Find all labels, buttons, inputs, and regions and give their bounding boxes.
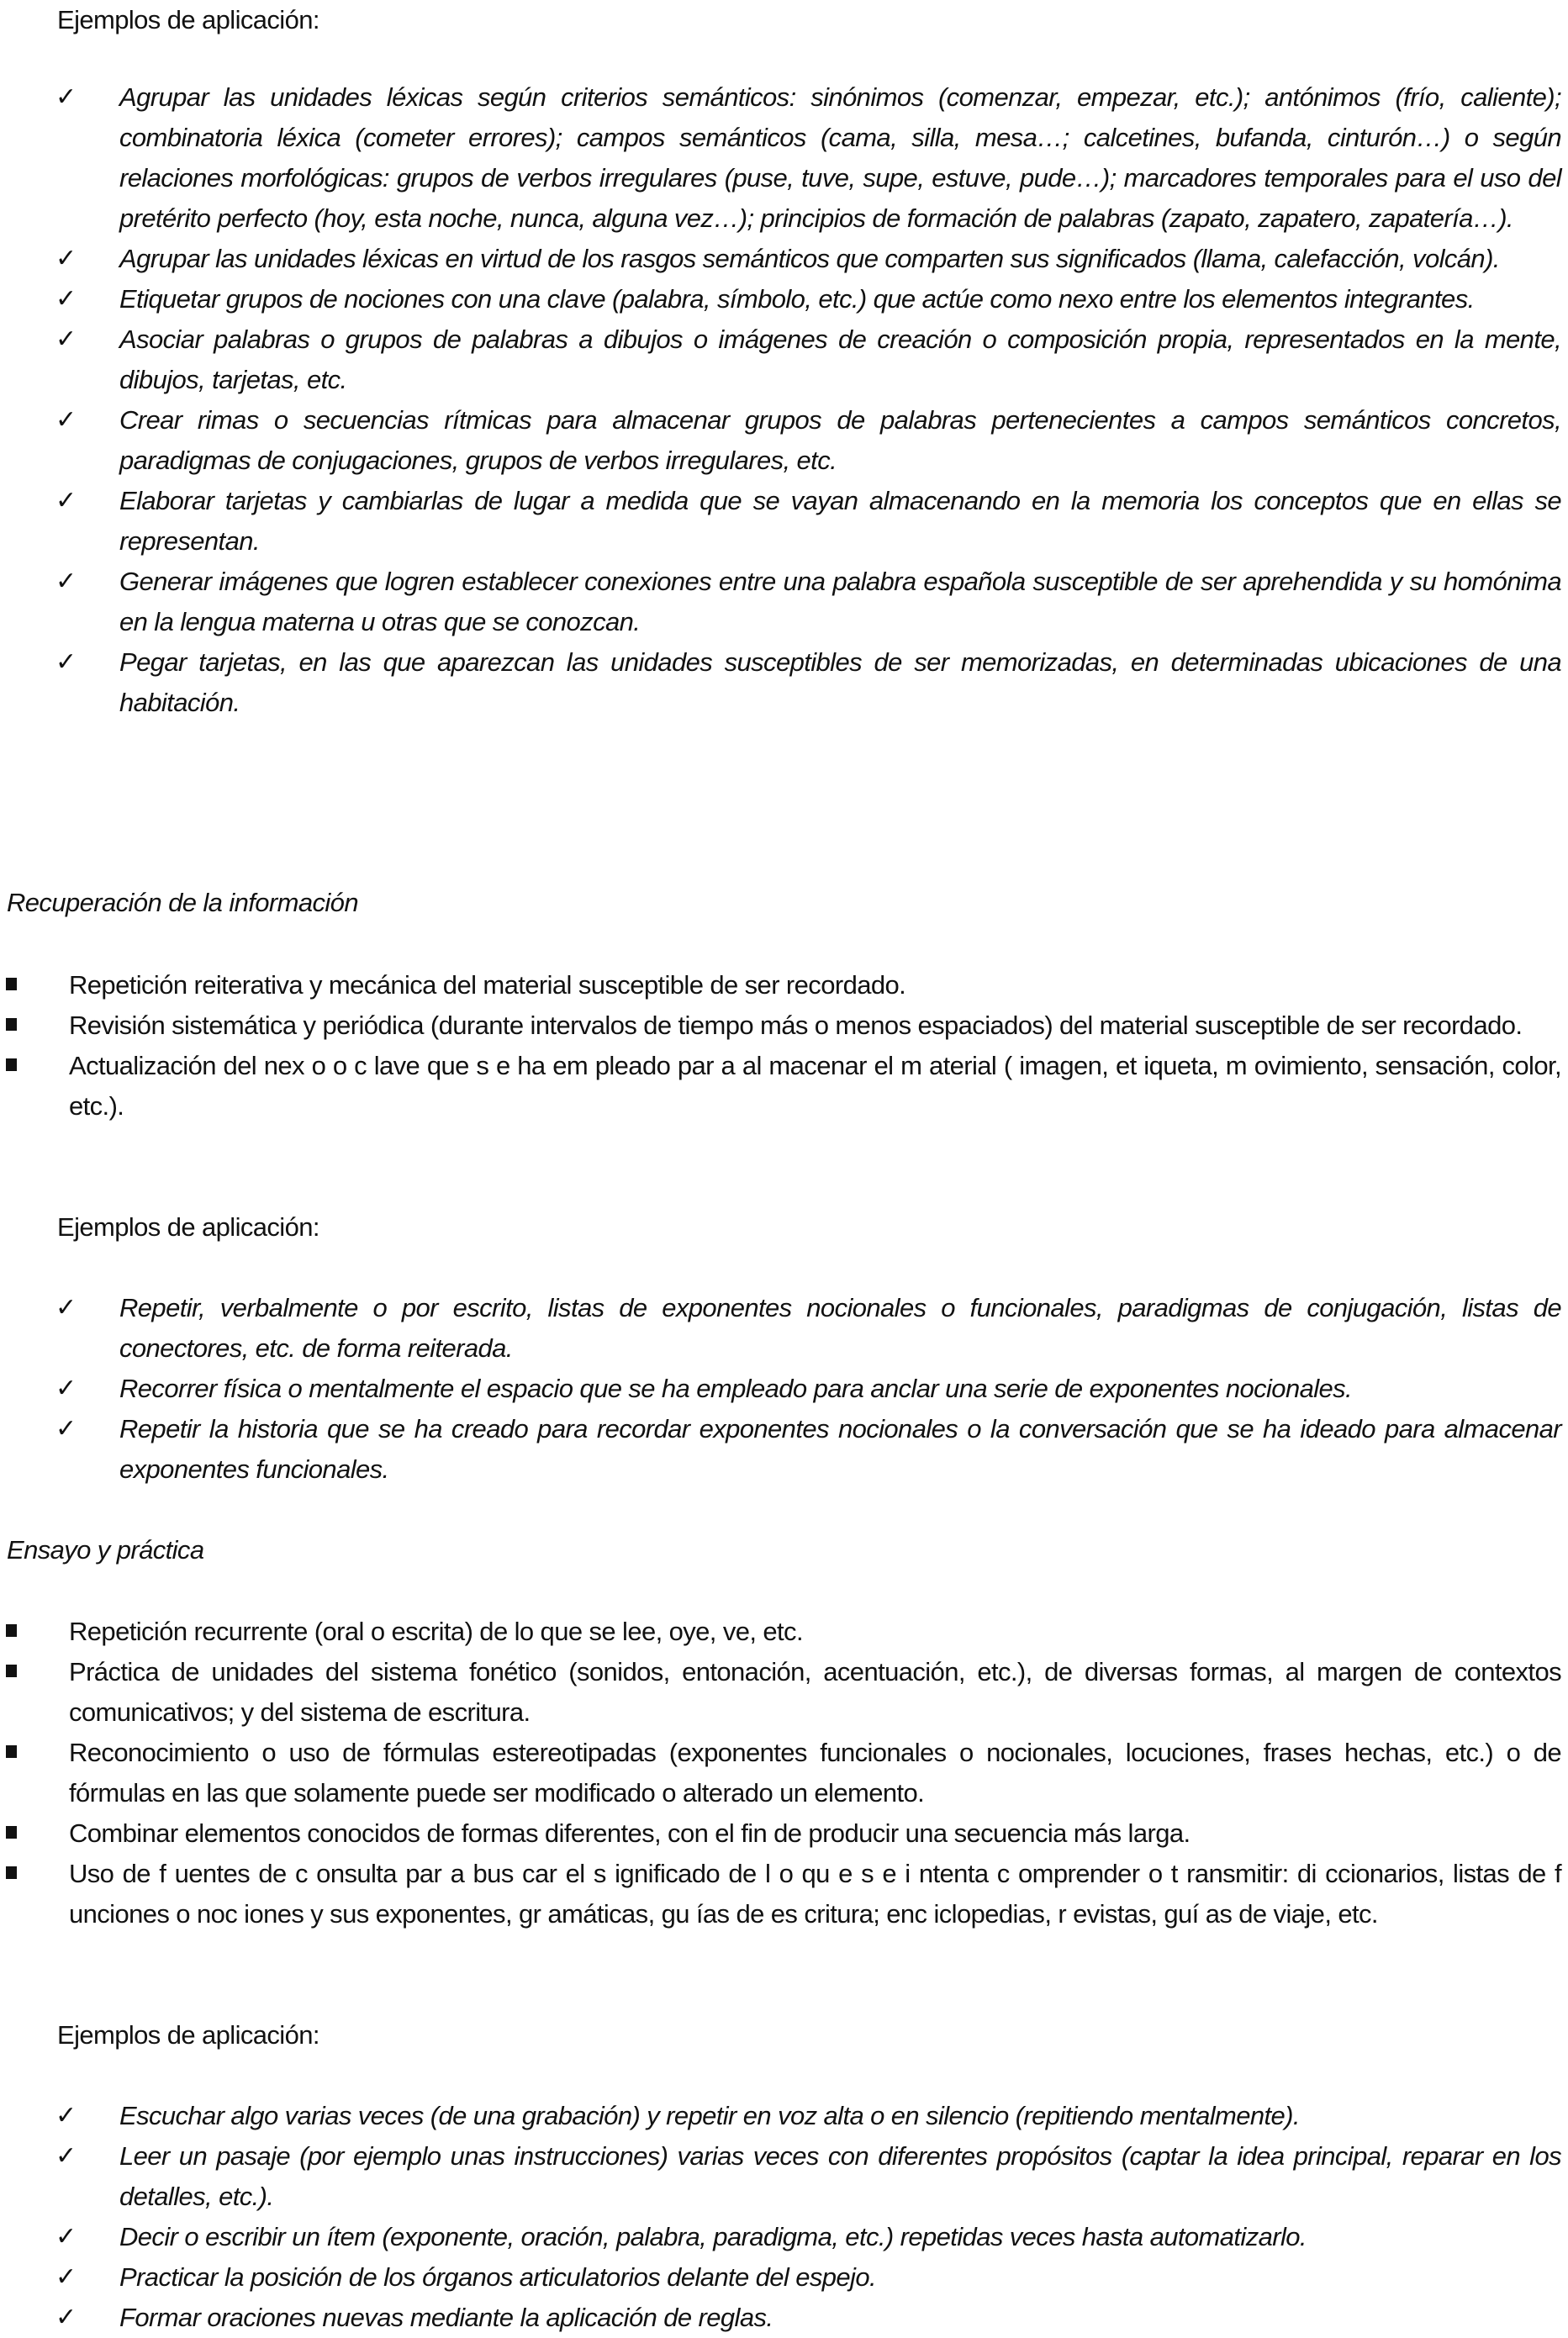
example-text: Formar oraciones nuevas mediante la aplicación de reglas. xyxy=(119,2303,773,2332)
examples-label: Ejemplos de aplicación: xyxy=(57,5,319,34)
example-item xyxy=(0,2257,1568,2298)
bullet-text: Uso de f uentes de c onsulta par a bus car el s ignificado de l o qu e s e i ntenta c omprender o t ransmitir: di ccionarios, listas de f unciones o noc iones y sus exponentes, gr amáticas, gu ías de es critura; enc iclopedias, r evistas, guí as de viaje, etc. xyxy=(69,1859,1561,1929)
bullet-item xyxy=(0,1813,1568,1854)
example-text: Agrupar las unidades léxicas en virtud de los rasgos semánticos que comparten sus significados (llama, calefacción, volcán). xyxy=(119,244,1500,273)
examples-list-3 xyxy=(0,2096,1568,2338)
examples-label: Ejemplos de aplicación: xyxy=(57,2020,319,2050)
checkmark-icon: ✓ xyxy=(55,1375,77,1402)
example-text: Agrupar las unidades léxicas según criterios semánticos: sinónimos (comenzar, empezar, etc.); antónimos (frío, caliente); combinatoria léxica (cometer errores); campos semánticos (cama, silla, mesa…; calcetines, bufanda, cinturón…) o según relaciones morfológicas: grupos de verbos irregulares (puse, tuve, supe, estuve, pude…); marcadores temporales para el uso del pretérito perfecto (hoy, esta noche, nunca, alguna vez…); principios de formación de palabras (zapato, zapatero, zapatería…). xyxy=(119,82,1561,233)
example-item xyxy=(0,2217,1568,2257)
checkmark-icon: ✓ xyxy=(55,2223,77,2251)
example-text: Leer un pasaje (por ejemplo unas instrucciones) varias veces con diferentes propósitos (captar la idea principal, reparar en los detalles, etc.). xyxy=(119,2141,1561,2211)
checkmark-icon: ✓ xyxy=(55,2142,77,2170)
checkmark-icon: ✓ xyxy=(55,406,77,434)
example-text: Decir o escribir un ítem (exponente, oración, palabra, paradigma, etc.) repetidas veces hasta automatizarlo. xyxy=(119,2222,1307,2251)
bullet-item xyxy=(0,1046,1568,1127)
square-bullet-icon xyxy=(6,1866,17,1879)
example-text: Elaborar tarjetas y cambiarlas de lugar a medida que se vayan almacenando en la memoria los conceptos que en ellas se representan. xyxy=(119,486,1561,556)
checkmark-icon: ✓ xyxy=(55,2102,77,2130)
bullet-item xyxy=(0,1854,1568,1934)
example-text: Generar imágenes que logren establecer conexiones entre una palabra española susceptible de ser aprehendida y su homónima en la lengua materna u otras que se conozcan. xyxy=(119,567,1561,636)
example-item xyxy=(0,2096,1568,2136)
bullet-list-recuperacion xyxy=(0,965,1568,1127)
example-item xyxy=(0,2298,1568,2338)
example-item xyxy=(0,279,1568,319)
bullet-item xyxy=(0,1612,1568,1652)
bullet-text: Revisión sistemática y periódica (durante intervalos de tiempo más o menos espaciados) del material susceptible de ser recordado. xyxy=(69,1011,1523,1040)
square-bullet-icon xyxy=(6,1018,17,1031)
square-bullet-icon xyxy=(6,1665,17,1677)
example-item xyxy=(0,481,1568,562)
bullet-item xyxy=(0,965,1568,1005)
checkmark-icon: ✓ xyxy=(55,648,77,676)
example-text: Etiquetar grupos de nociones con una clave (palabra, símbolo, etc.) que actúe como nexo entre los elementos integrantes. xyxy=(119,284,1475,314)
checkmark-icon: ✓ xyxy=(55,487,77,515)
example-item xyxy=(0,400,1568,481)
examples-list-2 xyxy=(0,1288,1568,1490)
bullet-item xyxy=(0,1005,1568,1046)
examples-label: Ejemplos de aplicación: xyxy=(57,1212,319,1242)
square-bullet-icon xyxy=(6,978,17,990)
bullet-list-ensayo xyxy=(0,1612,1568,1934)
checkmark-icon: ✓ xyxy=(55,325,77,353)
example-item xyxy=(0,319,1568,400)
checkmark-icon: ✓ xyxy=(55,567,77,595)
checkmark-icon: ✓ xyxy=(55,1294,77,1322)
bullet-text: Práctica de unidades del sistema fonético (sonidos, entonación, acentuación, etc.), de diversas formas, al margen de contextos comunicativos; y del sistema de escritura. xyxy=(69,1657,1561,1727)
example-text: Repetir la historia que se ha creado para recordar exponentes nocionales o la conversación que se ha ideado para almacenar exponentes funcionales. xyxy=(119,1414,1561,1484)
example-text: Crear rimas o secuencias rítmicas para almacenar grupos de palabras pertenecientes a campos semánticos concretos, paradigmas de conjugaciones, grupos de verbos irregulares, etc. xyxy=(119,405,1561,475)
example-text: Escuchar algo varias veces (de una grabación) y repetir en voz alta o en silencio (repitiendo mentalmente). xyxy=(119,2101,1300,2130)
example-text: Pegar tarjetas, en las que aparezcan las unidades susceptibles de ser memorizadas, en determinadas ubicaciones de una habitación. xyxy=(119,647,1561,717)
square-bullet-icon xyxy=(6,1624,17,1637)
bullet-item xyxy=(0,1733,1568,1813)
checkmark-icon: ✓ xyxy=(55,83,77,111)
section-title-recuperacion: Recuperación de la información xyxy=(7,888,358,917)
example-item xyxy=(0,77,1568,239)
bullet-text: Repetición recurrente (oral o escrita) de lo que se lee, oye, ve, etc. xyxy=(69,1617,803,1646)
example-item xyxy=(0,1409,1568,1490)
bullet-text: Actualización del nex o o c lave que s e ha em pleado par a al macenar el m aterial ( imagen, et iqueta, m ovimiento, sensación, color, etc.). xyxy=(69,1051,1561,1121)
bullet-text: Combinar elementos conocidos de formas diferentes, con el fin de producir una secuencia más larga. xyxy=(69,1818,1191,1848)
example-text: Repetir, verbalmente o por escrito, listas de exponentes nocionales o funcionales, paradigmas de conjugación, listas de conectores, etc. de forma reiterada. xyxy=(119,1293,1561,1363)
example-text: Recorrer física o mentalmente el espacio que se ha empleado para anclar una serie de exponentes nocionales. xyxy=(119,1374,1353,1403)
example-text: Asociar palabras o grupos de palabras a dibujos o imágenes de creación o composición propia, representados en la mente, dibujos, tarjetas, etc. xyxy=(119,325,1561,394)
checkmark-icon: ✓ xyxy=(55,2263,77,2291)
checkmark-icon: ✓ xyxy=(55,245,77,272)
example-item xyxy=(0,1288,1568,1369)
example-item xyxy=(0,642,1568,723)
checkmark-icon: ✓ xyxy=(55,2304,77,2331)
bullet-item xyxy=(0,1652,1568,1733)
bullet-text: Reconocimiento o uso de fórmulas estereotipadas (exponentes funcionales o nocionales, locuciones, frases hechas, etc.) o de fórmulas en las que solamente puede ser modificado o alterado un elemento. xyxy=(69,1738,1561,1808)
examples-list-1 xyxy=(0,77,1568,723)
square-bullet-icon xyxy=(6,1826,17,1839)
square-bullet-icon xyxy=(6,1745,17,1758)
example-item xyxy=(0,239,1568,279)
section-title-ensayo: Ensayo y práctica xyxy=(7,1535,204,1565)
example-text: Practicar la posición de los órganos articulatorios delante del espejo. xyxy=(119,2262,876,2292)
checkmark-icon: ✓ xyxy=(55,1415,77,1443)
square-bullet-icon xyxy=(6,1058,17,1071)
example-item xyxy=(0,562,1568,642)
checkmark-icon: ✓ xyxy=(55,285,77,313)
example-item xyxy=(0,1369,1568,1409)
bullet-text: Repetición reiterativa y mecánica del material susceptible de ser recordado. xyxy=(69,970,906,1000)
example-item xyxy=(0,2136,1568,2217)
